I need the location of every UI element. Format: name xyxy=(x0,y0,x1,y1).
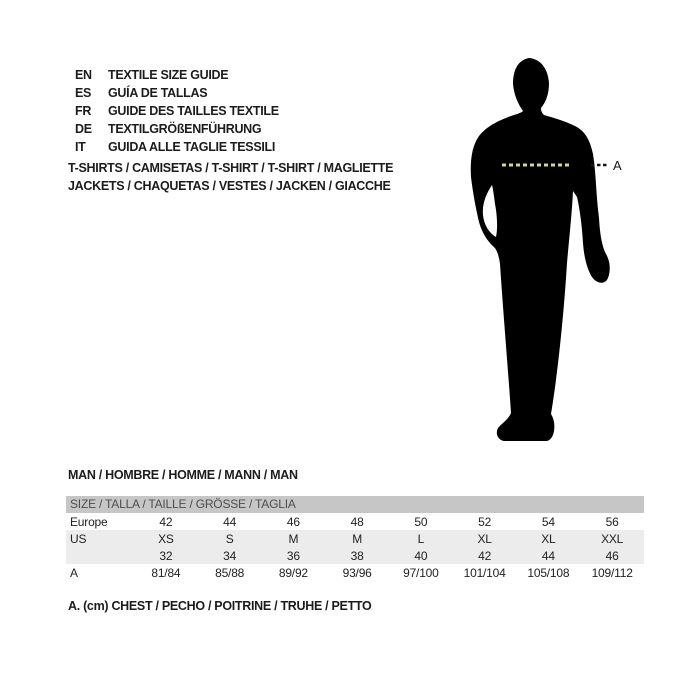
size-cell: XL xyxy=(477,531,492,546)
size-cell: 46 xyxy=(286,514,300,529)
size-cell: 42 xyxy=(159,514,173,529)
size-cell: 40 xyxy=(414,548,428,563)
language-row-es xyxy=(75,84,279,102)
category-line-tshirts: T-SHIRTS / CAMISETAS / T-SHIRT / T-SHIRT / MAGLIETTE xyxy=(68,161,394,175)
row-label: A xyxy=(70,565,78,580)
size-table xyxy=(66,496,644,581)
size-cell: 56 xyxy=(605,514,619,529)
size-cell: XL xyxy=(541,531,556,546)
size-cell: 89/92 xyxy=(278,565,308,580)
measure-label-a: A xyxy=(613,158,622,173)
size-cell: 42 xyxy=(478,548,492,563)
language-row-fr xyxy=(75,102,279,120)
size-cell: M xyxy=(352,531,363,546)
size-cell: S xyxy=(225,531,234,546)
size-cell: 97/100 xyxy=(403,565,439,580)
size-cell: 44 xyxy=(541,548,555,563)
language-row-en xyxy=(75,66,279,84)
size-cell: XS xyxy=(158,531,174,546)
category-line-jackets: JACKETS / CHAQUETAS / VESTES / JACKEN / GIACCHE xyxy=(68,179,391,193)
size-cell: 109/112 xyxy=(591,565,633,580)
size-cell: 50 xyxy=(414,514,428,529)
language-row-it xyxy=(75,138,279,156)
language-code: FR xyxy=(75,104,92,118)
section-title-man: MAN / HOMBRE / HOMME / MANN / MAN xyxy=(68,468,298,482)
language-label: TEXTILE SIZE GUIDE xyxy=(108,68,229,82)
row-label: Europe xyxy=(70,514,108,529)
man-silhouette-figure xyxy=(440,40,670,460)
table-row-chest-a xyxy=(66,564,644,581)
size-cell: 48 xyxy=(350,514,364,529)
size-table-header: SIZE / TALLA / TAILLE / GRÖSSE / TAGLIA xyxy=(66,496,644,513)
size-cell: 105/108 xyxy=(527,565,570,580)
language-list xyxy=(75,66,279,156)
language-code: IT xyxy=(75,140,86,154)
size-cell: 81/84 xyxy=(151,565,181,580)
language-row-de xyxy=(75,120,279,138)
size-cell: 54 xyxy=(541,514,555,529)
size-cell: 52 xyxy=(478,514,492,529)
language-label: GUIDA ALLE TAGLIE TESSILI xyxy=(108,140,276,154)
table-row-europe xyxy=(66,513,644,530)
table-row-us xyxy=(66,530,644,547)
size-cell: 32 xyxy=(159,548,173,563)
chest-footnote: A. (cm) CHEST / PECHO / POITRINE / TRUHE / PETTO xyxy=(68,599,372,613)
size-cell: 34 xyxy=(223,548,237,563)
language-code: DE xyxy=(75,122,92,136)
size-cell: 85/88 xyxy=(215,565,245,580)
language-code: EN xyxy=(75,68,92,82)
size-cell: XXL xyxy=(601,531,624,546)
size-cell: 101/104 xyxy=(463,565,506,580)
size-cell: M xyxy=(288,531,299,546)
table-row-numeric xyxy=(66,547,644,564)
size-cell: 36 xyxy=(286,548,300,563)
language-label: TEXTILGRÖßENFÜHRUNG xyxy=(108,122,262,136)
garment-categories xyxy=(68,159,393,195)
language-label: GUÍA DE TALLAS xyxy=(108,86,208,100)
size-cell: 44 xyxy=(223,514,237,529)
size-cell: 38 xyxy=(350,548,364,563)
size-cell: 93/96 xyxy=(342,565,372,580)
row-label: US xyxy=(70,531,87,546)
size-cell: 46 xyxy=(605,548,619,563)
language-label: GUIDE DES TAILLES TEXTILE xyxy=(108,104,279,118)
man-silhouette xyxy=(471,58,610,441)
size-cell: L xyxy=(417,531,425,546)
language-code: ES xyxy=(75,86,92,100)
